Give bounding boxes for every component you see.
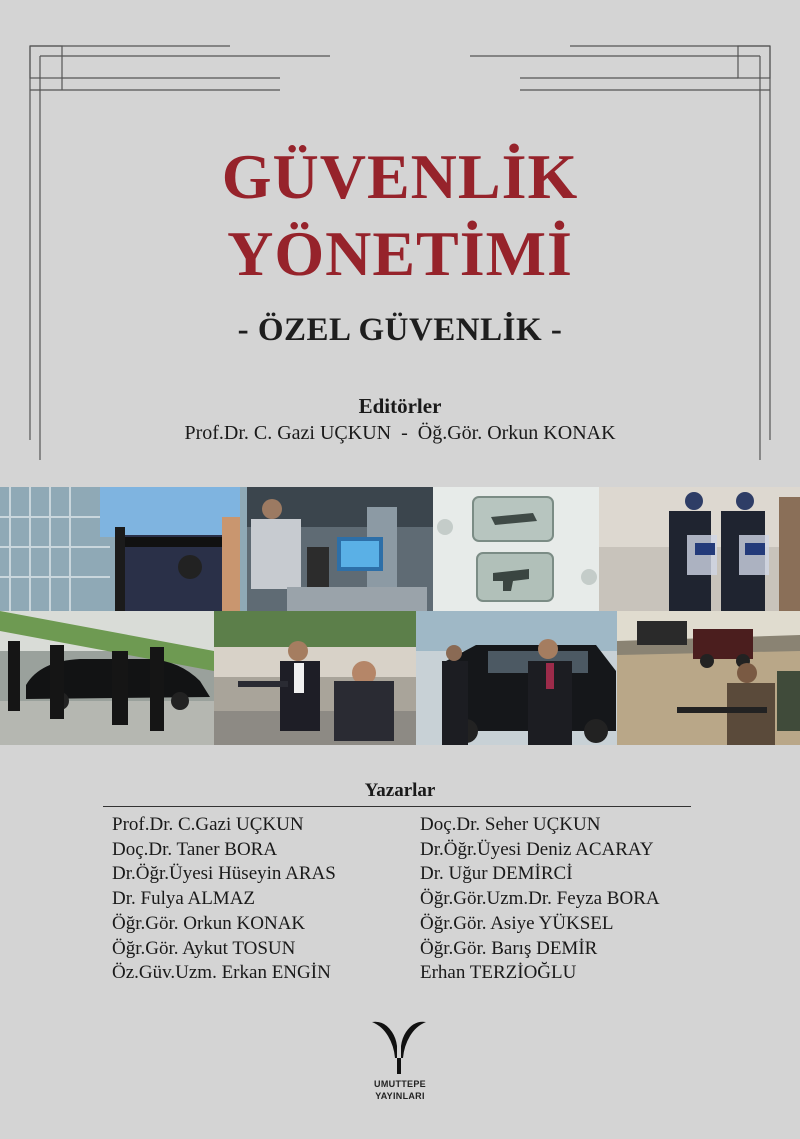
editors-label: Editörler	[358, 394, 442, 418]
publisher-name-line2: YAYINLARI	[375, 1091, 425, 1101]
book-title-line1: GÜVENLİK	[221, 141, 579, 212]
author-name: Dr. Uğur DEMİRCİ	[420, 863, 573, 885]
authors-divider	[103, 806, 691, 807]
publisher-name-line1: UMUTTEPE	[374, 1079, 426, 1089]
author-name: Doç.Dr. Seher UÇKUN	[420, 814, 601, 835]
author-name: Erhan TERZİOĞLU	[420, 962, 577, 984]
editors-names: Prof.Dr. C. Gazi UÇKUN - Öğ.Gör. Orkun KONAK	[184, 422, 616, 444]
publisher-logo-icon	[370, 1018, 428, 1074]
author-name: Öğr.Gör. Barış DEMİR	[420, 937, 598, 959]
authors-right-column	[420, 813, 660, 986]
author-name: Dr. Fulya ALMAZ	[112, 888, 256, 910]
author-name: Öğr.Gör.Uzm.Dr. Feyza BORA	[420, 888, 660, 910]
author-name: Prof.Dr. C.Gazi UÇKUN	[112, 814, 304, 835]
vip-car-escort-photo	[0, 611, 214, 745]
bodyguards-crowd-photo	[214, 611, 416, 745]
riot-police-photo	[599, 487, 800, 611]
author-name: Öz.Güv.Uzm. Erkan ENGİN	[112, 962, 331, 984]
book-subtitle: - ÖZEL GÜVENLİK -	[237, 312, 563, 348]
author-name: Dr.Öğr.Üyesi Deniz ACARAY	[420, 838, 654, 860]
security-guard-photo	[0, 487, 247, 611]
book-title-line2: YÖNETİMİ	[227, 218, 573, 289]
authors-left-column	[112, 813, 336, 986]
armed-convoy-photo	[617, 611, 800, 745]
author-name: Doç.Dr. Taner BORA	[112, 838, 278, 860]
author-name: Öğr.Gör. Asiye YÜKSEL	[420, 912, 614, 934]
author-name: Öğr.Gör. Orkun KONAK	[112, 912, 306, 934]
bodyguard-suv-photo	[416, 611, 617, 745]
xray-bag-scan-photo	[433, 487, 599, 611]
author-name: Dr.Öğr.Üyesi Hüseyin ARAS	[112, 863, 336, 885]
author-name: Öğr.Gör. Aykut TOSUN	[112, 937, 296, 959]
airport-xray-checkpoint-photo	[247, 487, 433, 611]
authors-label: Yazarlar	[364, 780, 436, 801]
